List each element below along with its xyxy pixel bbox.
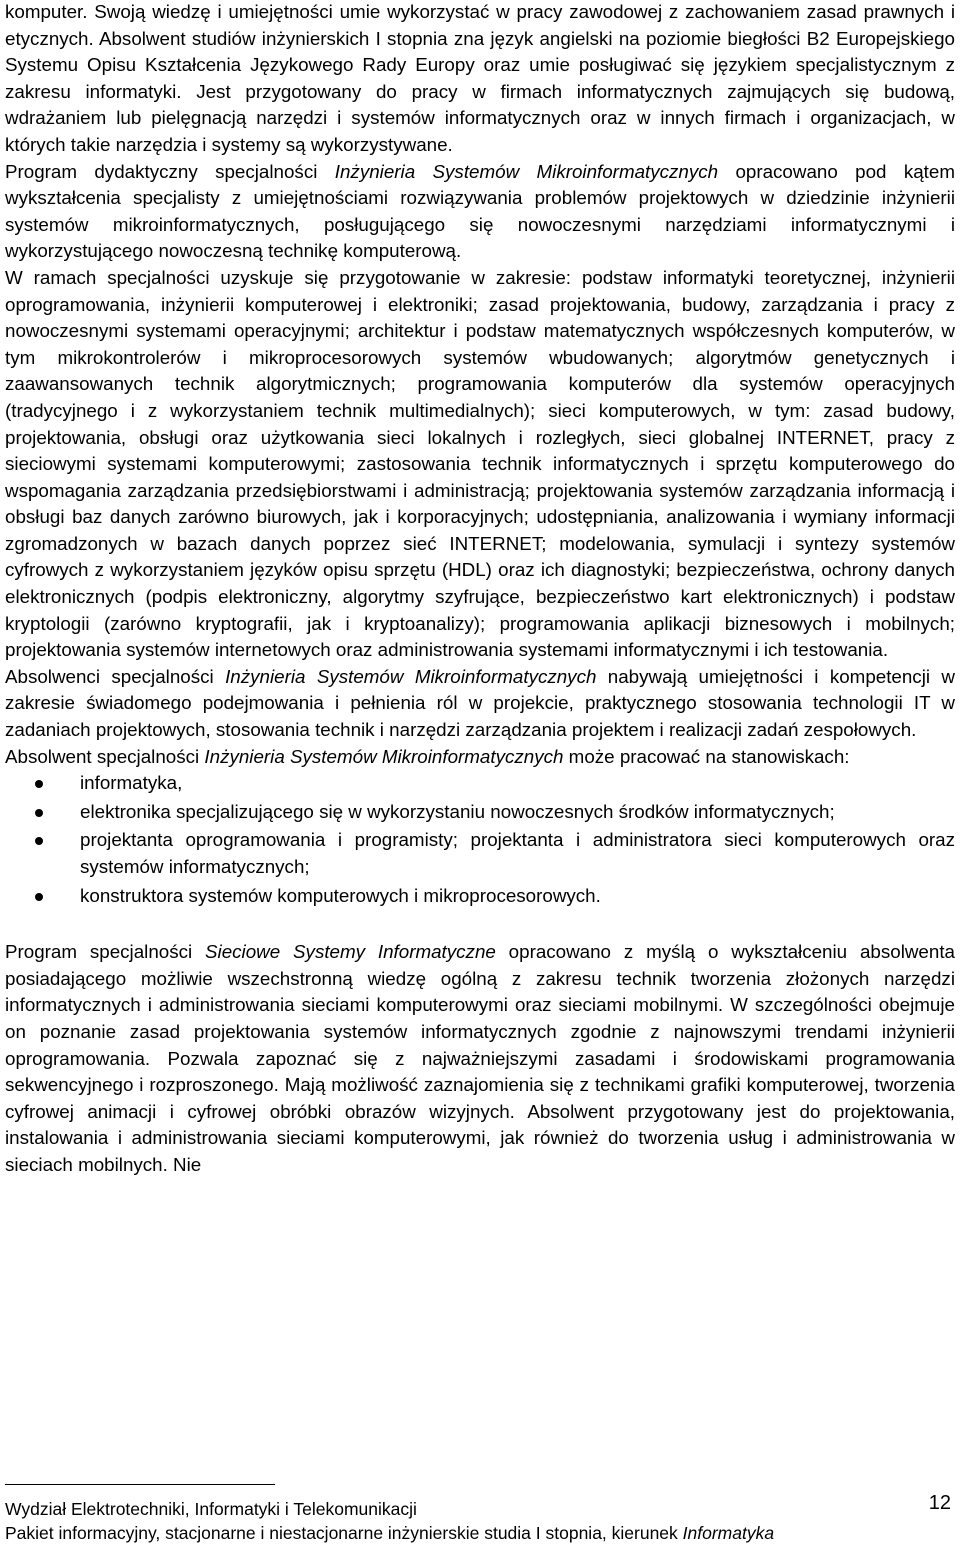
paragraph-program-sss [5, 939, 955, 1178]
footer-package-text: Pakiet informacyjny, stacjonarne i niestacjonarne inżynierskie studia I stopnia, kierunek [5, 1523, 683, 1543]
text-segment: Program dydaktyczny specjalności [5, 160, 335, 182]
paragraph-gap [5, 911, 955, 939]
footer-package [5, 1522, 774, 1544]
paragraph-program-isom [5, 159, 955, 265]
document-page [5, 0, 955, 1179]
specialty-name: Inżynieria Systemów Mikroinformatycznych [334, 160, 719, 182]
bullet-icon [35, 837, 43, 845]
paragraph-graduate-skills: komputer. Swoją wiedzę i umiejętności umie wykorzystać w pracy zawodowej z zachowaniem zasad prawnych i etycznych. Absolwent studiów inżynierskich I stopnia zna język angielski na poziomie biegłości B2 Europejskiego Systemu Opisu Kształcenia Językowego Rady Europy oraz umie posługiwać się językiem specjalistycznym z zakresu informatyki. Jest przygotowany do pracy w firmach informatycznych zajmujących się budową, wdrażaniem lub pielęgnacją narzędzi i systemów informatycznych oraz w innych firmach i organizacjach, w których takie narzędzia i systemy są wykorzystywane. [5, 1, 955, 155]
list-item-text: elektronika specjalizującego się w wykorzystaniu nowoczesnych środków informatycznych; [80, 800, 835, 822]
paragraph-competences [5, 664, 955, 744]
list-item [5, 883, 955, 910]
text-segment: opracowano z myślą o wykształceniu absolwenta posiadającego możliwie wszechstronną wiedzę ogólną z zakresu technik tworzenia złożonych narzędzi informatycznych i administrowania sieciami komputerowymi oraz sieciami mobilnymi. W szczególności obejmuje on poznanie zasad projektowania systemów informatycznych zgodnie z najnowszymi trendami inżynierii oprogramowania. Pozwala zapoznać się z najważniejszymi zasadami i środowiskami programowania sekwencyjnego i rozproszonego. Mają możliwość zaznajomienia się z technikami grafiki komputerowej, tworzenia cyfrowej animacji i cyfrowej obróbki obrazów wizyjnych. Absolwent przygotowany jest do projektowania, instalowania i administrowania sieciami komputerowymi, jak również do tworzenia usług i administrowania w sieciach mobilnych. Nie [5, 941, 955, 1175]
list-item [5, 799, 955, 826]
paragraph-scope: W ramach specjalności uzyskuje się przygotowanie w zakresie: podstaw informatyki teoretycznej, inżynierii oprogramowania, inżynierii komputerowej i elektroniki; zasad projektowania, budowy, zarządzania i pracy z nowoczesnymi systemami operacyjnymi; architektur i podstaw matematycznych współczesnych komputerów, w tym mikrokontrolerów i mikroprocesorowych systemów wbudowanych; algorytmów genetycznych i zaawansowanych technik algorytmicznych; programowania komputerów dla systemów operacyjnych (tradycyjnego i z wykorzystaniem technik multimedialnych); sieci komputerowych, w tym: zasad budowy, projektowania, obsługi oraz użytkowania sieci lokalnych i rozległych, sieci globalnej INTERNET, pracy z sieciowymi systemami komputerowymi; zastosowania technik informatycznych i sprzętu komputerowego do wspomagania zarządzania przedsiębiorstwami i administracją; projektowania systemów zarządzania informacją i obsługi baz danych zarówno biurowych, jak i korporacyjnych; udostępniania, analizowania i wymiany informacji zgromadzonych w bazach danych poprzez sieć INTERNET; modelowania, symulacji i syntezy systemów cyfrowych z wykorzystaniem języków opisu sprzętu (HDL) oraz ich diagnostyki; bezpieczeństwa, ochrony danych elektronicznych (podpis elektroniczny, algorytmy szyfrujące, bezpieczeństwo kart elektronicznych) i podstaw kryptologii (zarówno kryptografii, jak i kryptoanalizy); programowania aplikacji biznesowych i mobilnych; projektowania systemów internetowych oraz administrowania systemami informatycznymi i ich testowania. [5, 266, 955, 661]
text-segment: Program specjalności [5, 941, 206, 963]
list-item [5, 827, 955, 880]
text-segment: Absolwenci specjalności [5, 665, 226, 687]
bullet-icon [35, 780, 43, 788]
list-item-text: projektanta oprogramowania i programisty; projektanta i administratora sieci komputerowych oraz systemów informatycznych; [80, 829, 955, 877]
paragraph-positions-intro [5, 744, 955, 771]
footer-divider [5, 1484, 275, 1485]
text-segment: opracowano pod kątem wykształcenia specjalisty z umiejętnościami rozwiązywania problemów projektowych w dziedzinie inżynierii systemów mikroinformatycznych, posługującego się nowoczesnymi narzędziami informatycznymi i wykorzystującego nowoczesną technikę komputerową. [5, 160, 955, 262]
page-number: 12 [928, 1492, 951, 1514]
list-item [5, 770, 955, 797]
bullet-icon [35, 893, 43, 901]
positions-list [5, 770, 955, 909]
text-segment: może pracować na stanowiskach: [563, 745, 850, 767]
footer-faculty: Wydział Elektrotechniki, Informatyki i Telekomunikacji [5, 1499, 417, 1519]
text-segment: nabywają umiejętności i kompetencji w zakresie świadomego podejmowania i pełnienia ról w projekcie, praktycznego stosowania technologii IT w zadaniach projektowych, stosowania technik i narzędzi zarządzania projektem i realizacji zadań zespołowych. [5, 665, 955, 741]
list-item-text: konstruktora systemów komputerowych i mikroprocesorowych. [80, 884, 601, 906]
specialty-name: Inżynieria Systemów Mikroinformatycznych [225, 665, 597, 687]
specialty-name: Sieciowe Systemy Informatyczne [205, 941, 496, 963]
list-item-text: informatyka, [80, 772, 183, 794]
bullet-icon [35, 809, 43, 817]
specialty-name: Inżynieria Systemów Mikroinformatycznych [204, 745, 564, 767]
text-segment: Absolwent specjalności [5, 745, 205, 767]
footer-field: Informatyka [682, 1523, 775, 1543]
